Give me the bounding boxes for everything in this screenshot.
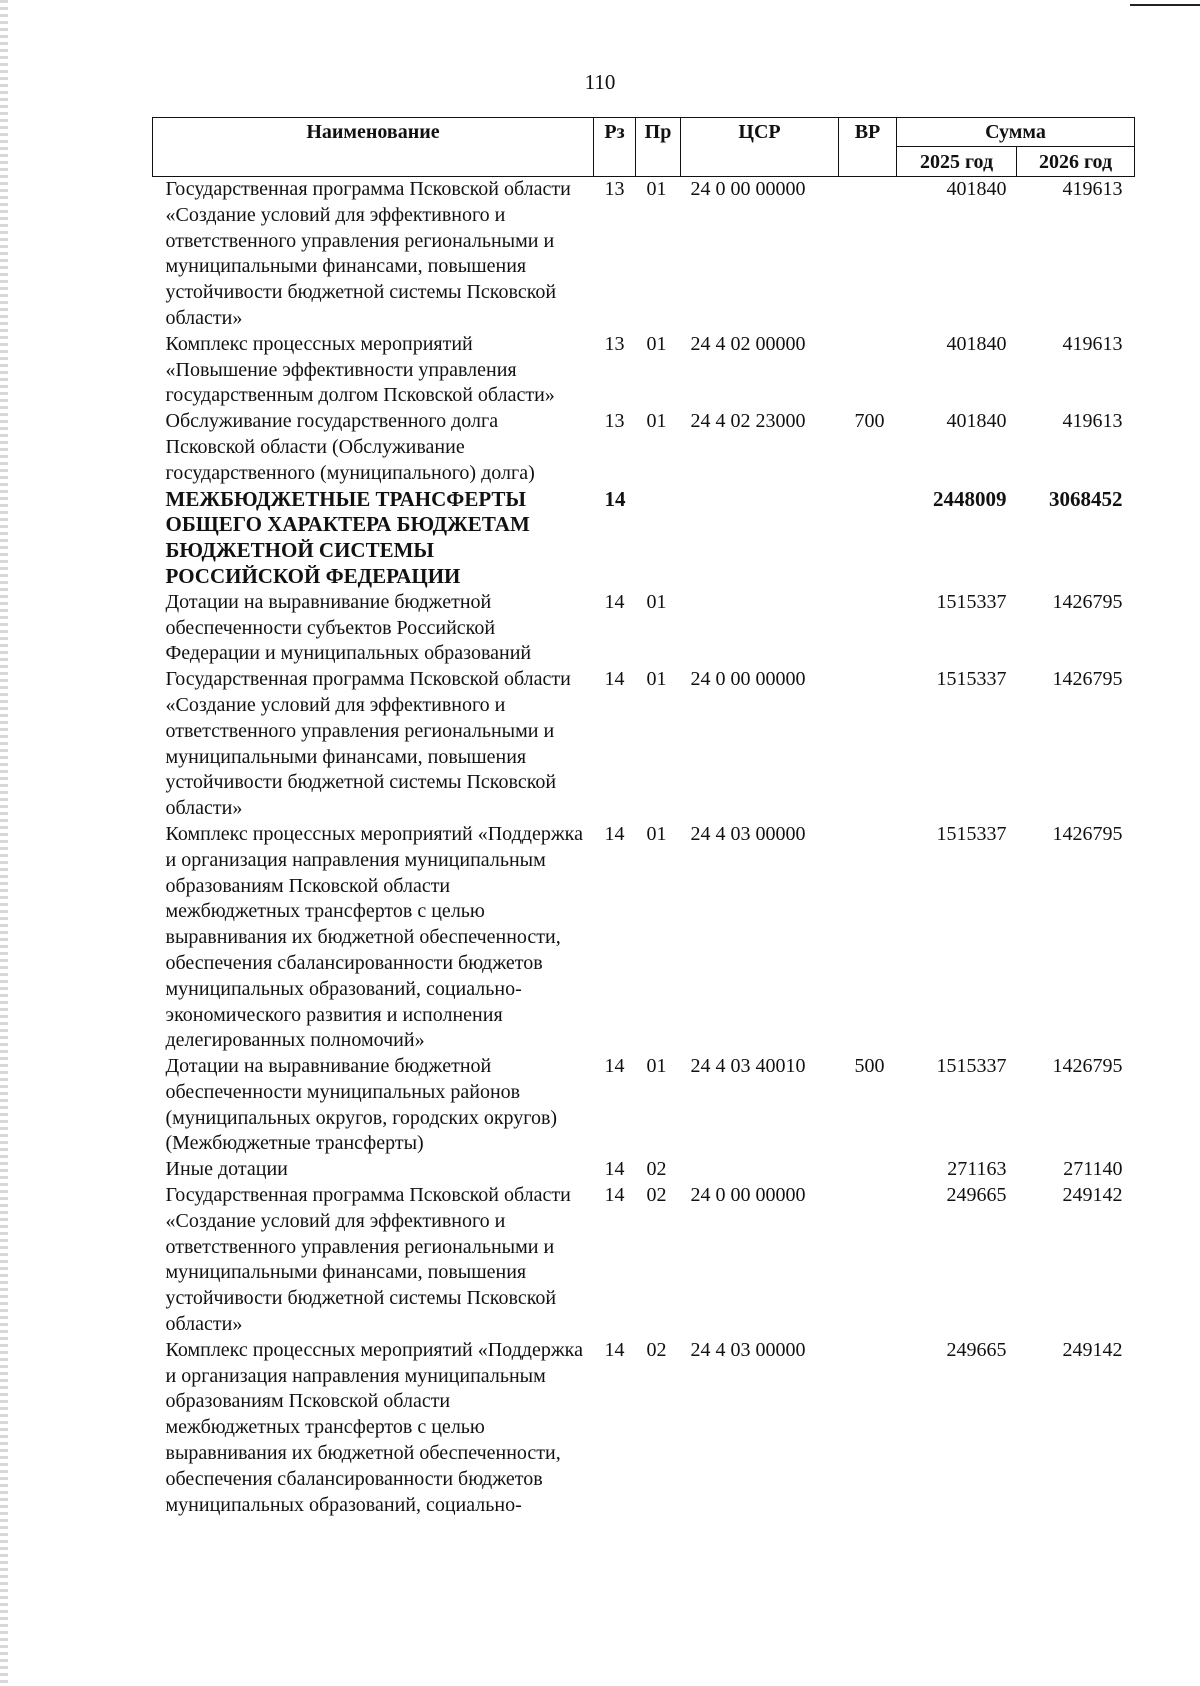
row-csr: 24 4 03 00000 <box>690 822 806 845</box>
row-rz: 14 <box>604 486 626 511</box>
row-pr: 01 <box>646 1055 667 1078</box>
row-rz: 14 <box>604 668 625 691</box>
header-rz: Рз <box>594 118 636 177</box>
budget-table <box>152 117 1135 1518</box>
row-csr: 24 4 03 40010 <box>690 1055 806 1078</box>
row-vr <box>839 487 897 590</box>
row-amount-2026: 3068452 <box>1049 486 1123 511</box>
row-name: Государственная программа Псковской области «Создание условий для эффективного и ответственного управления региональными и муниципальными финансами, повышения устойчивости бюджетной системы Псковской области» <box>165 178 571 329</box>
table-row <box>153 590 1135 667</box>
row-rz: 13 <box>604 178 625 200</box>
row-pr <box>636 487 681 590</box>
row-amount-2025: 401840 <box>946 332 1007 355</box>
row-pr: 01 <box>646 668 667 691</box>
budget-table-container <box>152 117 1134 1518</box>
row-amount-2026: 1426795 <box>1052 1055 1123 1078</box>
table-row <box>153 177 1135 332</box>
row-vr <box>839 822 897 1054</box>
row-csr: 24 4 02 00000 <box>690 332 806 355</box>
table-row <box>153 1338 1135 1519</box>
row-amount-2026: 419613 <box>1062 178 1123 200</box>
row-pr: 02 <box>646 1338 667 1361</box>
row-vr <box>839 667 897 822</box>
table-row <box>153 1157 1135 1183</box>
row-name: Комплекс процессных мероприятий «Повышение эффективности управления государственным долгом Псковской области» <box>165 332 555 407</box>
row-amount-2025: 249665 <box>946 1338 1007 1361</box>
row-name: Дотации на выравнивание бюджетной обеспеченности субъектов Российской Федерации и муниципальных образований <box>165 590 532 665</box>
row-amount-2026: 1426795 <box>1052 668 1123 691</box>
row-amount-2026: 249142 <box>1062 1184 1123 1207</box>
row-amount-2025: 1515337 <box>936 822 1007 845</box>
table-row <box>153 667 1135 822</box>
row-amount-2025: 1515337 <box>936 590 1007 613</box>
row-amount-2025: 2448009 <box>933 486 1007 511</box>
row-name: Комплекс процессных мероприятий «Поддержка и организация направления муниципальным образованиям Псковской области межбюджетных трансфертов с целью выравнивания их бюджетной обеспеченности, обеспечения сбалансированности бюджетов муниципальных образований, социально- <box>165 1338 583 1516</box>
row-name: МЕЖБЮДЖЕТНЫЕ ТРАНСФЕРТЫ ОБЩЕГО ХАРАКТЕРА БЮДЖЕТАМ БЮДЖЕТНОЙ СИСТЕМЫ РОССИЙСКОЙ ФЕДЕРАЦИИ <box>165 486 530 588</box>
row-pr: 02 <box>646 1184 667 1207</box>
header-vr: ВР <box>839 118 897 177</box>
row-vr <box>839 1338 897 1519</box>
row-vr <box>839 332 897 409</box>
header-pr: Пр <box>636 118 681 177</box>
row-pr: 02 <box>646 1158 667 1181</box>
row-vr: 500 <box>854 1055 885 1078</box>
row-amount-2025: 1515337 <box>936 1055 1007 1078</box>
row-amount-2026: 1426795 <box>1052 822 1123 845</box>
header-csr: ЦСР <box>681 118 839 177</box>
row-amount-2025: 401840 <box>946 410 1007 433</box>
page-number: 110 <box>584 70 616 94</box>
row-vr <box>839 1183 897 1338</box>
table-row <box>153 822 1135 1054</box>
table-row <box>153 332 1135 409</box>
row-rz: 14 <box>604 1158 625 1181</box>
row-pr: 01 <box>646 590 667 613</box>
row-pr: 01 <box>646 822 667 845</box>
row-rz: 14 <box>604 1055 625 1078</box>
row-amount-2026: 1426795 <box>1052 590 1123 613</box>
row-amount-2026: 249142 <box>1062 1338 1123 1361</box>
row-amount-2025: 271163 <box>947 1158 1007 1181</box>
header-sum: Сумма <box>897 118 1135 147</box>
row-pr: 01 <box>646 332 667 355</box>
row-amount-2026: 419613 <box>1062 410 1123 433</box>
header-year-2025: 2025 год <box>897 147 1017 177</box>
row-csr: 24 0 00 00000 <box>690 1184 806 1207</box>
table-row <box>153 1183 1135 1338</box>
header-name: Наименование <box>153 118 594 177</box>
row-name: Комплекс процессных мероприятий «Поддержка и организация направления муниципальным образованиям Псковской области межбюджетных трансфертов с целью выравнивания их бюджетной обеспеченности, обеспечения сбалансированности бюджетов муниципальных образований, социально-экономического развития и исполнения делегированных полномочий» <box>165 822 583 1052</box>
row-amount-2025: 401840 <box>946 178 1007 200</box>
row-amount-2026: 419613 <box>1062 332 1123 355</box>
row-csr <box>681 590 839 667</box>
table-body <box>153 177 1135 1519</box>
row-amount-2025: 1515337 <box>936 668 1007 691</box>
header-year-2026: 2026 год <box>1017 147 1135 177</box>
row-rz: 14 <box>604 1338 625 1361</box>
row-vr <box>839 177 897 332</box>
row-rz: 13 <box>604 332 625 355</box>
table-header <box>153 118 1135 177</box>
row-rz: 14 <box>604 590 625 613</box>
row-csr <box>681 487 839 590</box>
row-name: Государственная программа Псковской области «Создание условий для эффективного и ответственного управления региональными и муниципальными финансами, повышения устойчивости бюджетной системы Псковской области» <box>165 668 571 820</box>
row-rz: 13 <box>604 410 625 433</box>
row-rz: 14 <box>604 822 625 845</box>
row-pr: 01 <box>646 410 667 433</box>
table-row <box>153 487 1135 590</box>
row-csr: 24 0 00 00000 <box>690 178 806 200</box>
row-csr: 24 4 02 23000 <box>690 410 806 433</box>
row-amount-2025: 249665 <box>946 1184 1007 1207</box>
scan-edge <box>0 0 8 1686</box>
row-csr: 24 4 03 00000 <box>690 1338 806 1361</box>
row-rz: 14 <box>604 1184 625 1207</box>
row-name: Дотации на выравнивание бюджетной обеспеченности муниципальных районов (муниципальных округов, городских округов) (Межбюджетные трансферты) <box>165 1055 558 1155</box>
row-csr <box>681 1157 839 1183</box>
row-vr <box>839 1157 897 1183</box>
row-vr <box>839 590 897 667</box>
row-csr: 24 0 00 00000 <box>690 668 806 691</box>
row-name: Обслуживание государственного долга Псковской области (Обслуживание государственного (муниципального) долга) <box>165 410 535 484</box>
row-amount-2026: 271140 <box>1063 1158 1123 1181</box>
scan-rule <box>1130 4 1200 6</box>
table-row <box>153 1054 1135 1157</box>
row-name: Иные дотации <box>165 1158 288 1181</box>
table-row <box>153 409 1135 486</box>
row-vr: 700 <box>854 410 885 433</box>
row-name: Государственная программа Псковской области «Создание условий для эффективного и ответственного управления региональными и муниципальными финансами, повышения устойчивости бюджетной системы Псковской области» <box>165 1184 571 1336</box>
row-pr: 01 <box>646 178 667 200</box>
